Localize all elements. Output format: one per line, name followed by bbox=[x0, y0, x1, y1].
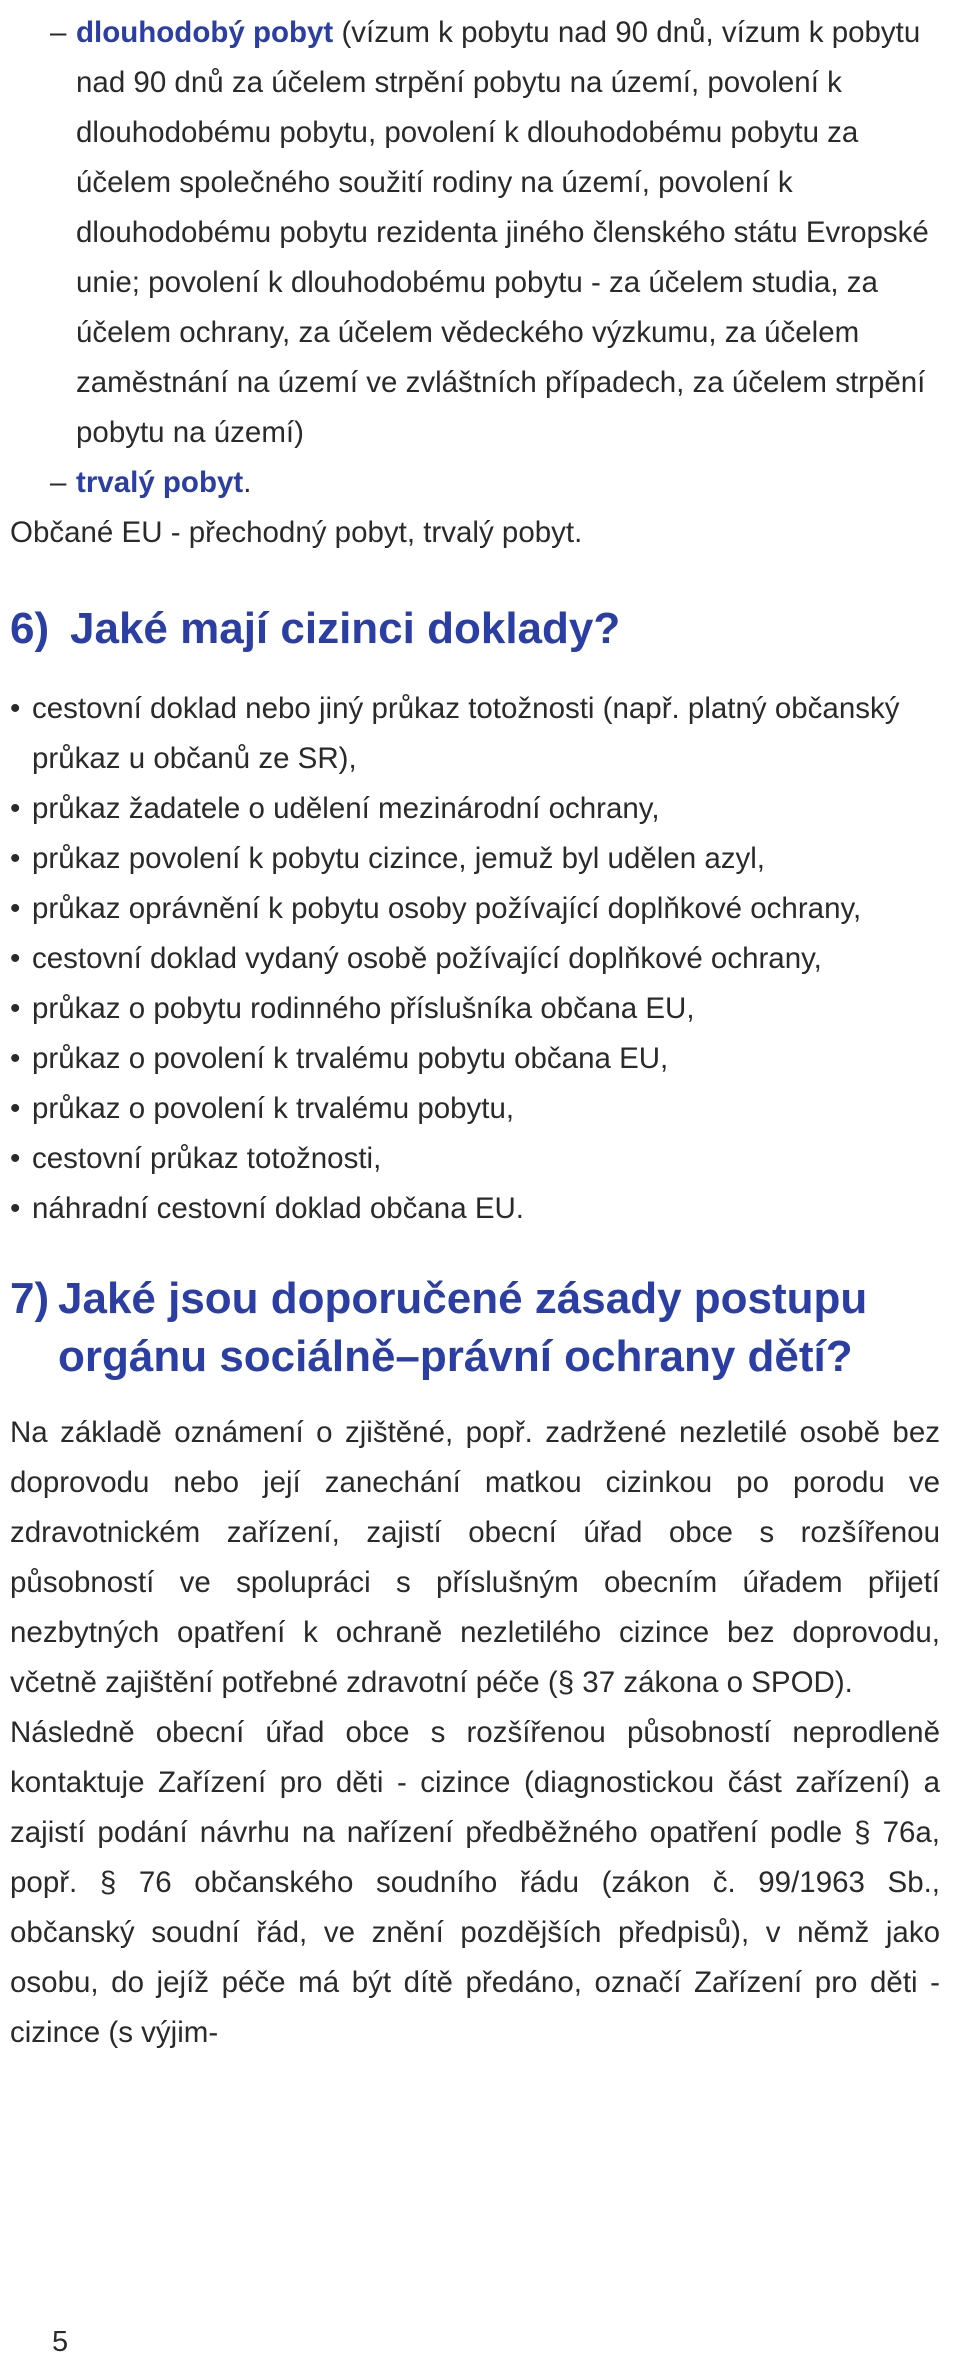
stay-type-term: trvalý pobyt bbox=[76, 466, 244, 499]
body-paragraph: Na základě oznámení o zjištěné, popř. zadržené nezletilé osobě bez doprovodu nebo její zanechání matkou cizinkou po porodu ve zdravotnickém zařízení, zajistí obecní úřad obce s rozšířenou působností ve spolupráci s příslušným obecním úřadem přijetí nezbytných opatření k ochraně nezletilého cizince bez doprovodu, včetně zajištění potřebné zdravotní péče (§ 37 zákona o SPOD). bbox=[10, 1416, 940, 1699]
section-title: Jaké mají cizinci doklady? bbox=[70, 604, 621, 653]
list-item bbox=[10, 884, 940, 934]
list-item-text: průkaz o povolení k trvalému pobytu občana EU, bbox=[32, 1042, 669, 1075]
list-item-text: cestovní průkaz totožnosti, bbox=[32, 1142, 382, 1175]
stay-type-long-term bbox=[10, 8, 940, 458]
list-item bbox=[10, 834, 940, 884]
body-paragraph: Následně obecní úřad obce s rozšířenou působností neprodleně kontaktuje Zařízení pro děti - cizince (diagnostickou část zařízení) a zajistí podání návrhu na nařízení předběžného opatření podle § 76a, popř. § 76 občanského soudního řádu (zákon č. 99/1963 Sb., občanský soudní řád, ve znění pozdějších předpisů), v němž jako osobu, do jejíž péče má být dítě předáno, označí Zařízení pro děti - cizince (s výjim- bbox=[10, 1716, 940, 2049]
bullet-marker: • bbox=[10, 842, 21, 875]
list-item-text: průkaz o povolení k trvalému pobytu, bbox=[32, 1092, 515, 1125]
list-item-text: průkaz povolení k pobytu cizince, jemuž byl udělen azyl, bbox=[32, 842, 765, 875]
section-7-body bbox=[10, 1408, 940, 2058]
page-number: 5 bbox=[52, 2326, 69, 2358]
section-number: 6) bbox=[10, 604, 50, 653]
bullet-marker: • bbox=[10, 892, 21, 925]
bullet-marker: • bbox=[10, 792, 21, 825]
bullet-marker: • bbox=[10, 1042, 21, 1075]
section-6-heading bbox=[10, 600, 940, 658]
stay-type-description: . bbox=[243, 466, 252, 499]
dash-marker: – bbox=[50, 16, 67, 49]
list-item-text: průkaz žadatele o udělení mezinárodní ochrany, bbox=[32, 792, 660, 825]
document-page bbox=[10, 0, 940, 2058]
list-item bbox=[10, 1134, 940, 1184]
stay-type-permanent bbox=[10, 458, 940, 508]
list-item-text: cestovní doklad vydaný osobě požívající doplňkové ochrany, bbox=[32, 942, 822, 975]
dash-marker: – bbox=[50, 466, 67, 499]
section-7-heading bbox=[10, 1270, 940, 1386]
bullet-marker: • bbox=[10, 942, 21, 975]
list-item bbox=[10, 984, 940, 1034]
list-item bbox=[10, 684, 940, 784]
list-item-text: náhradní cestovní doklad občana EU. bbox=[32, 1192, 524, 1225]
documents-list bbox=[10, 684, 940, 1234]
section-title: Jaké jsou doporučené zásady postupu orgánu sociálně–právní ochrany dětí? bbox=[58, 1274, 868, 1381]
list-item-text: průkaz o pobytu rodinného příslušníka občana EU, bbox=[32, 992, 695, 1025]
list-item-text: cestovní doklad nebo jiný průkaz totožnosti (např. platný občanský průkaz u občanů ze SR), bbox=[32, 692, 900, 775]
list-item bbox=[10, 1084, 940, 1134]
list-item bbox=[10, 934, 940, 984]
bullet-marker: • bbox=[10, 1092, 21, 1125]
list-item bbox=[10, 1034, 940, 1084]
list-item-text: průkaz oprávnění k pobytu osoby požívající doplňkové ochrany, bbox=[32, 892, 862, 925]
stay-type-description: (vízum k pobytu nad 90 dnů, vízum k pobytu nad 90 dnů za účelem strpění pobytu na území, povolení k dlouhodobému pobytu, povolení k dlouhodobému pobytu za účelem společného soužití rodiny na území, povolení k dlouhodobému pobytu rezidenta jiného členského státu Evropské unie; povolení k dlouhodobému pobytu - za účelem studia, za účelem ochrany, za účelem vědeckého výzkumu, za účelem zaměstnání na území ve zvláštních případech, za účelem strpění pobytu na území) bbox=[76, 16, 929, 449]
bullet-marker: • bbox=[10, 1142, 21, 1175]
stay-type-term: dlouhodobý pobyt bbox=[76, 16, 334, 49]
section-number: 7) bbox=[10, 1274, 50, 1323]
bullet-marker: • bbox=[10, 992, 21, 1025]
list-item bbox=[10, 784, 940, 834]
bullet-marker: • bbox=[10, 1192, 21, 1225]
list-item bbox=[10, 1184, 940, 1234]
eu-citizens-line: Občané EU - přechodný pobyt, trvalý pobyt. bbox=[10, 516, 583, 549]
bullet-marker: • bbox=[10, 692, 21, 725]
